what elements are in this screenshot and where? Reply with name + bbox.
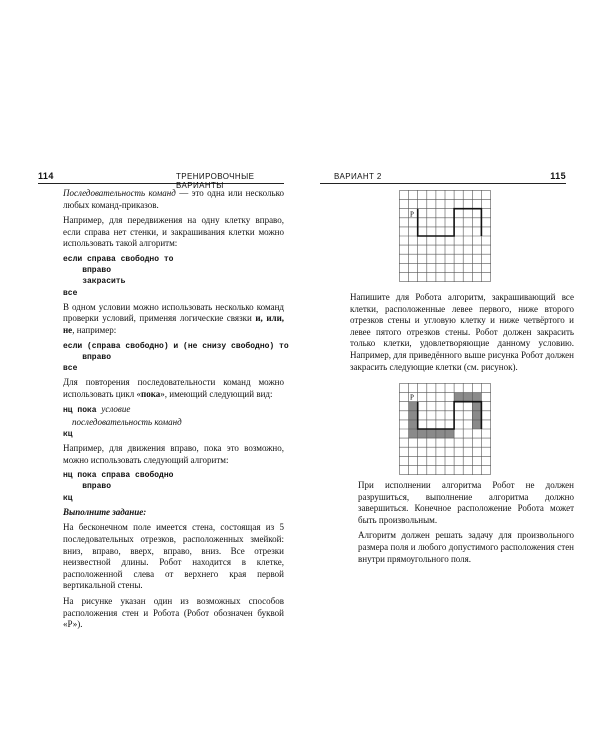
loop-text-start: Для повторения последовательности команд можно использовать цикл « [63,377,284,399]
painted-cell [454,393,463,402]
painted-cell [472,411,481,420]
paragraph-figure-note: На рисунке указан один из возможных способов расположения стен и Робота (Робот обозначен буквой «Р»). [63,595,284,630]
painted-cell [463,393,472,402]
definition-text: — это одна или несколько любых команд-приказов. [63,188,284,210]
loop-header: нц пока [63,406,102,416]
painted-cell [472,402,481,411]
right-page [300,0,600,750]
section-title-left: ТРЕНИРОВОЧНЫЕ ВАРИАНТЫ [176,172,255,190]
robot-walls [418,209,482,236]
loop-text-end: », имеющий следующий вид: [160,388,273,399]
loop-keyword: пока [141,388,161,399]
painted-cell [409,429,418,438]
paragraph-termination: При исполнении алгоритма Робот не должен разрушиться, выполнение алгоритма должно завершиться. Конечное расположение Робота может быть произвольным. [358,480,574,525]
section-title-right: ВАРИАНТ 2 [334,172,382,181]
painted-cell [409,420,418,429]
page-number-left: 114 [38,171,54,181]
figure-painted-grid [399,383,491,475]
robot-marker: Р [410,393,414,402]
loop-body: последовательность команд [63,416,182,427]
paragraph-example-1: Например, для передвижения на одну клетку вправо, если справа нет стенки, и закрашивания клетки можно использовать такой алгоритм: [63,215,284,249]
painted-cell [445,429,454,438]
code-block-loop-example: нц пока справа свободно вправо кц [63,471,174,503]
paragraph-task-description: На бесконечном поле имеется стена, состоящая из 5 последовательных отрезков, расположенных змейкой: вниз, вправо, вверх, вправо, вниз. Все отрезки неизвестной длины. Робот находится в клетке, расположенной слева от верхнего края первой вертикальной стены. [63,522,284,591]
painted-cell [427,429,436,438]
figure-walls-grid [399,190,491,282]
loop-end: кц [63,429,73,439]
code-block-compound-if: если (справа свободно) и (не снизу свободно) то вправо все [63,341,289,373]
left-page-header [38,167,284,190]
loop-condition: условие [101,404,131,415]
painted-cell [418,429,427,438]
right-page-header [320,167,566,184]
task-heading: Выполните задание: [63,506,147,517]
robot-marker: Р [410,210,414,219]
logic-text-start: В одном условии можно использовать несколько команд проверки условий, применяя логические связки [63,301,284,324]
right-text-column-top [350,292,574,377]
logic-text-end: , например: [72,324,117,335]
painted-cell [472,420,481,429]
paragraph-logic-connectives [63,302,284,337]
robot-walls [418,402,482,429]
painted-cell [409,411,418,420]
right-text-column-bottom [358,480,574,569]
left-text-column [63,188,289,635]
paragraph-command-sequence [63,188,284,211]
page-number-right: 115 [550,171,566,181]
painted-cell [409,402,418,411]
code-block-loop-form [63,404,284,440]
paragraph-task-statement: Напишите для Робота алгоритм, закрашивающий все клетки, расположенные левее первого, ниже второго отрезков стены и угловую клетку и ниже четвёртого и левее пятого отрезков стены. Робот должен закрасить только клетки, удовлетворяющие данному условию. Например, для приведённого выше рисунка Робот должен закрасить следующие клетки (см. рисунок). [350,292,574,372]
term-command-sequence: Последовательность команд [63,188,176,198]
paragraph-generality: Алгоритм должен решать задачу для произвольного размера поля и любого допустимого расположения стен внутри прямоугольного поля. [358,530,574,564]
paragraph-example-2: Например, для движения вправо, пока это возможно, можно использовать следующий алгоритм: [63,442,284,465]
code-block-if: если справа свободно то вправо закрасить все [63,254,174,298]
paragraph-while-loop [63,377,284,400]
logic-connectives: и, или, не [63,313,285,335]
painted-cell [472,393,481,402]
painted-cell [436,429,445,438]
